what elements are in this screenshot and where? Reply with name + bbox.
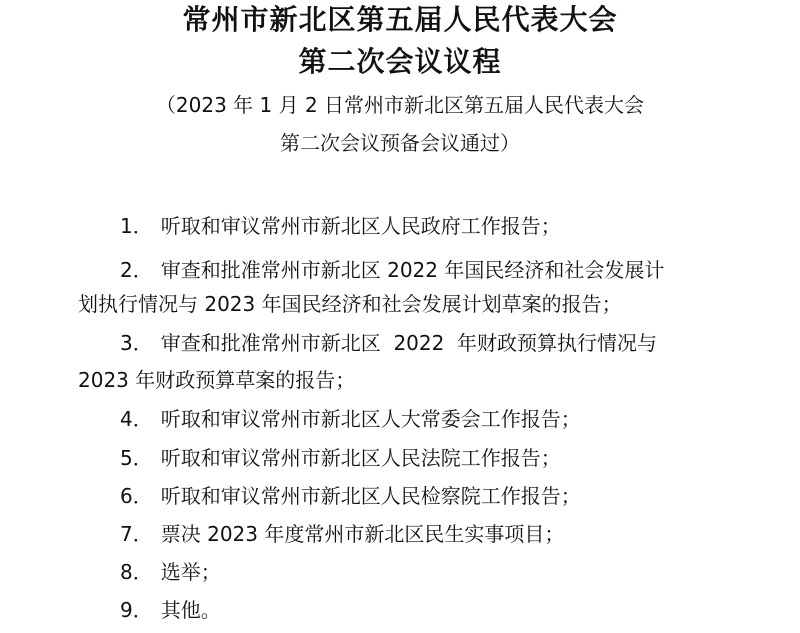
agenda-item-3-continuation: 2023 年财政预算草案的报告； <box>78 368 356 392</box>
adoption-note-line-1: （2023 年 1 月 2 日常州市新北区第五届人民代表大会 <box>155 93 645 117</box>
agenda-item-4 <box>120 405 581 433</box>
agenda-item-number: 7． <box>120 522 153 546</box>
document-subtitle: 第二次会议议程 <box>298 45 502 78</box>
agenda-item-text: 听取和审议常州市新北区人大常委会工作报告； <box>160 407 581 431</box>
agenda-item-7 <box>120 520 564 548</box>
agenda-item-text: 票决 2023 年度常州市新北区民生实事项目； <box>160 522 565 546</box>
agenda-item-text: 审查和批准常州市新北区 2022 年国民经济和社会发展计 <box>160 258 665 282</box>
agenda-item-text: 选举； <box>160 560 221 584</box>
agenda-item-text: 听取和审议常州市新北区人民法院工作报告； <box>160 446 561 470</box>
agenda-item-number: 6． <box>120 484 153 508</box>
agenda-item-9 <box>120 596 221 624</box>
agenda-item-8 <box>120 558 221 586</box>
agenda-item-1 <box>120 212 561 240</box>
agenda-item-number: 8． <box>120 560 153 584</box>
agenda-item-text: 审查和批准常州市新北区 2022 年财政预算执行情况与 <box>160 331 658 355</box>
agenda-item-2 <box>120 256 664 284</box>
agenda-item-3 <box>120 329 657 357</box>
document-title: 常州市新北区第五届人民代表大会 <box>182 3 618 36</box>
agenda-item-text: 听取和审议常州市新北区人民检察院工作报告； <box>160 484 581 508</box>
agenda-item-number: 9． <box>120 598 153 622</box>
agenda-item-number: 3． <box>120 331 153 355</box>
adoption-note-line-2: 第二次会议预备会议通过） <box>280 131 520 155</box>
agenda-item-number: 4． <box>120 407 153 431</box>
agenda-item-5 <box>120 444 561 472</box>
agenda-item-number: 2． <box>120 258 153 282</box>
agenda-item-number: 5． <box>120 446 153 470</box>
agenda-item-6 <box>120 482 581 510</box>
agenda-item-text: 听取和审议常州市新北区人民政府工作报告； <box>160 214 561 238</box>
agenda-item-2-continuation: 划执行情况与 2023 年国民经济和社会发展计划草案的报告； <box>78 292 622 316</box>
agenda-item-text: 其他。 <box>160 598 221 622</box>
agenda-item-number: 1． <box>120 214 153 238</box>
